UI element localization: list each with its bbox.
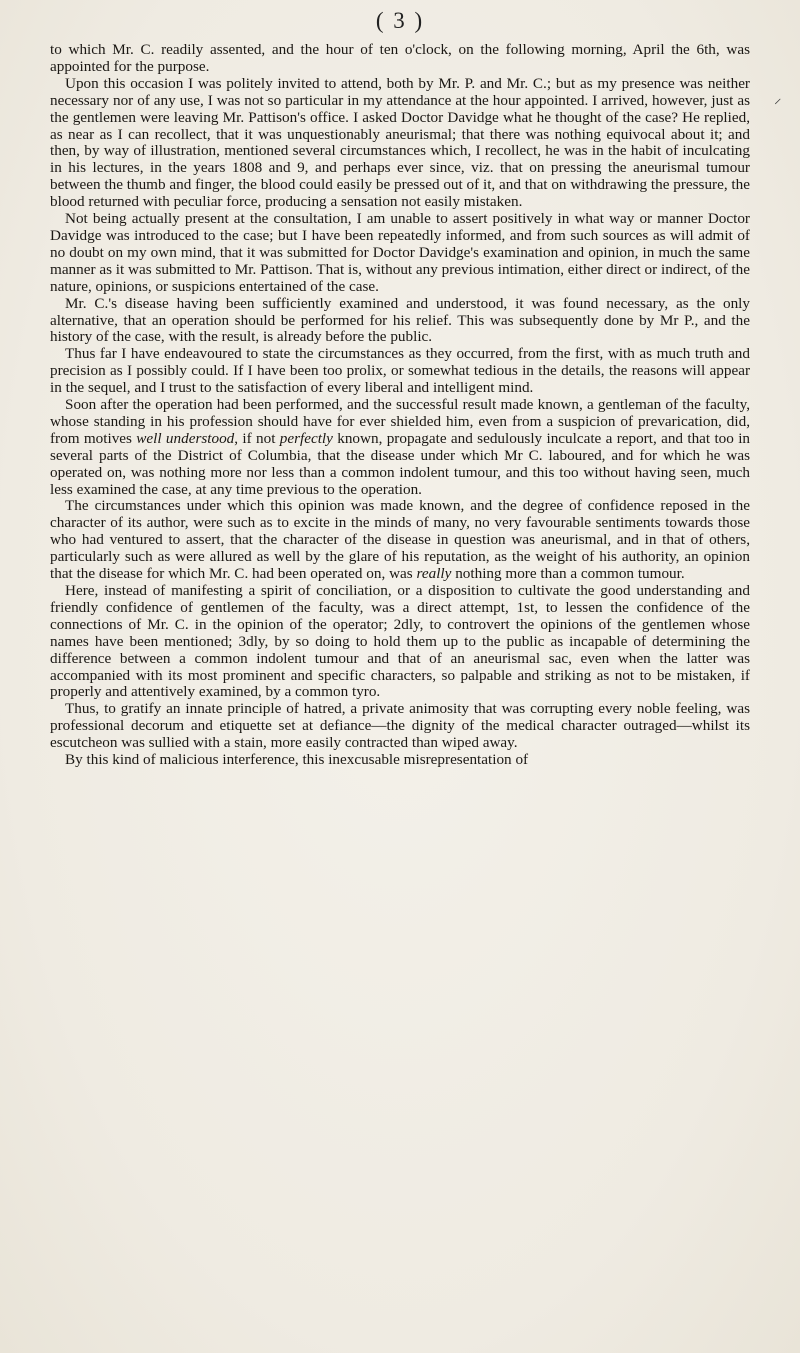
paragraph-5: Thus far I have endeavoured to state the circumstances as they occurred, from the first, with as much truth and precision as I possibly could. If I have been too prolix, or somewhat tedious in the details, the reasons will appear in the sequel, and I trust to the satisfaction of every liberal and intelligent mind. bbox=[50, 345, 750, 397]
page-number: ( 3 ) bbox=[375, 8, 425, 33]
paragraph-10: By this kind of malicious interference, this inexcusable misrepresentation of bbox=[65, 751, 529, 769]
paragraph-8: Here, instead of manifesting a spirit of conciliation, or a disposition to cultivate the good understanding and friendly confidence of gentlemen of the faculty, was a direct attempt, 1st, to lessen the confidence of the connections of Mr. C. in the opinion of the operator; 2dly, to controvert the opinions of the gentlemen whose names have been mentioned; 3dly, by so doing to hold them up to the public as incapable of determining the difference between a common indolent tumour and that of an aneurismal sac, even when the latter was accompanied with its most prominent and specific characters, so palpable and striking as not to be mistaken, if properly and attentively examined, by a common tyro. bbox=[50, 582, 750, 701]
paragraph-6-text-a: Soon after the operation had been performed, and the successful result made known, a gentleman of the faculty, whose standing in his profession should have for ever shielded him, even from a suspicion of prevarication, did, from motives bbox=[50, 396, 750, 447]
paragraph-7-text-a: The circumstances under which this opinion was made known, and the degree of confidence reposed in the character of its author, were such as to excite in the minds of many, no very favourable sentiments towards those who had ventured to assert, that the character of the disease in question was aneurismal, and in that of others, particularly such as were allured as well by the glare of his reputation, as the weight of his authority, an opinion that the disease for which Mr. C. had been operated on, was bbox=[50, 497, 750, 583]
paragraph-6 bbox=[50, 397, 750, 498]
paragraph-2: Upon this occasion I was politely invited to attend, both by Mr. P. and Mr. C.; but as my presence was neither necessary nor of any use, I was not so particular in my attendance at the hour appointed. I arrived, however, just as the gentlemen were leaving Mr. Pattison's office. I asked Doctor Davidge what he thought of the case? He replied, as near as I can recollect, that it was unquestionably aneurismal; that there was nothing equivocal about it; and then, by way of illustration, mentioned several circumstances which, I recollect, he was in the habit of inculcating in his lectures, in the years 1808 and 9, and perhaps ever since, viz. that on pressing the aneurismal tumour between the thumb and finger, the blood could easily be pressed out of it, and that on withdrawing the pressure, the blood returned with peculiar force, producing a sensation not easily mistaken. bbox=[50, 74, 750, 211]
paragraph-6-italic-well-understood: well understood bbox=[136, 429, 235, 447]
paragraph-7-italic-really: really bbox=[416, 565, 452, 583]
paragraph-3: Not being actually present at the consultation, I am unable to assert positively in what way or manner Doctor Davidge was introduced to the case; but I have been repeatedly informed, and from such sources as will admit of no doubt on my own mind, that it was submitted for Doctor Davidge's examination and opinion, in much the same manner as it was submitted to Mr. Pattison. That is, without any previous intimation, either direct or indirect, of the nature, opinions, or suspicions entertained of the case. bbox=[50, 210, 750, 295]
paragraph-6-text-c: known, propagate and sedulously inculcate a report, and that too in several parts of the District of Columbia, that the disease under which Mr C. laboured, and for which he was operated on, was nothing more nor less than a common indolent tumour, and this too without having seen, much less examined the case, at any time previous to the operation. bbox=[50, 429, 751, 498]
paragraph-7-text-b: nothing more than a common tumour. bbox=[451, 565, 685, 583]
paragraph-4: Mr. C.'s disease having been sufficiently examined and understood, it was found necessary, as the only alternative, that an operation should be performed for his relief. This was subsequently done by Mr P., and the history of the case, with the result, is already before the public. bbox=[50, 294, 750, 346]
body-text bbox=[50, 42, 750, 769]
paragraph-6-text-b: , if not bbox=[234, 429, 280, 447]
paragraph-9: Thus, to gratify an innate principle of hatred, a private animosity that was corrupting every noble feeling, was professional decorum and etiquette set at defiance—the dignity of the medical character outraged—whilst its escutcheon was sullied with a stain, more easily contracted than wiped away. bbox=[50, 700, 750, 752]
paragraph-7 bbox=[50, 498, 750, 583]
paragraph-1: to which Mr. C. readily assented, and the hour of ten o'clock, on the following morning, April the 6th, was appointed for the purpose. bbox=[50, 41, 750, 75]
margin-mark: ⸝ bbox=[774, 91, 782, 107]
paragraph-6-italic-perfectly: perfectly bbox=[279, 429, 333, 447]
